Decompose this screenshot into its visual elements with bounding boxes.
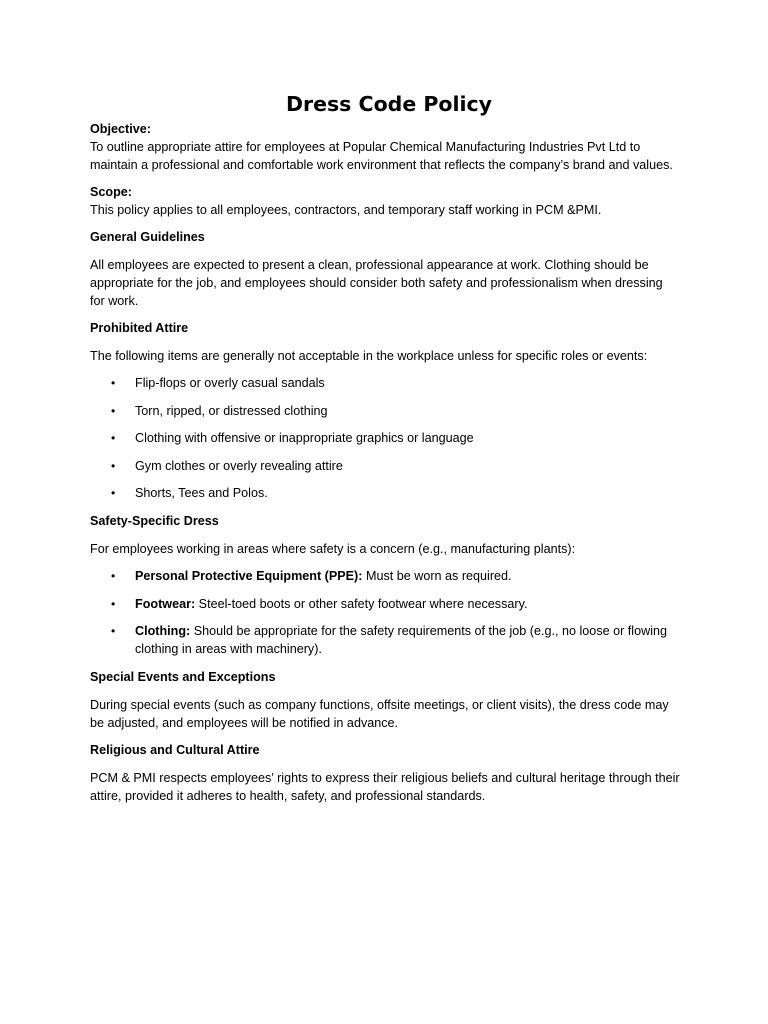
bullet-icon: • [111,376,116,390]
list-item-lead: Footwear: [135,596,196,611]
religious-cultural-text: PCM & PMI respects employees’ rights to express their religious beliefs and cultural heritage through their attire, provided it adheres to health, safety, and professional standards. [90,770,680,803]
document-page [90,90,680,814]
list-item-text: Must be worn as required. [362,568,512,583]
general-guidelines-text: All employees are expected to present a clean, professional appearance at work. Clothing should be appropriate for the job, and employees should consider both safety and professionalism when dressing for work. [90,258,663,308]
list-item [90,484,680,502]
spacer [90,174,680,183]
spacer [90,219,680,228]
page-title: Dress Code Policy [285,92,493,116]
bullet-icon: • [111,458,116,473]
general-guidelines-heading: General Guidelines [90,230,205,244]
bullet-icon: • [111,431,116,446]
list-item-text: Clothing with offensive or inappropriate graphics or language [135,431,474,446]
bullet-icon: • [111,568,116,583]
bullet-icon: • [111,624,116,639]
safety-specific-heading: Safety-Specific Dress [90,513,219,528]
prohibited-attire-list [90,374,680,502]
special-events-text: During special events (such as company functions, offsite meetings, or client visits), the dress code may be adjusted, and employees will be notified in advance. [90,697,669,730]
prohibited-attire-intro: The following items are generally not acceptable in the workplace unless for specific roles or events: [90,349,648,363]
list-item-text: Shorts, Tees and Polos. [135,486,268,501]
list-item [90,567,680,585]
list-item-lead: Personal Protective Equipment (PPE): [135,568,363,583]
list-item [90,429,680,447]
special-events-heading: Special Events and Exceptions [90,669,276,684]
list-item-text: Steel-toed boots or other safety footwear where necessary. [195,596,528,611]
safety-specific-intro: For employees working in areas where safety is a concern (e.g., manufacturing plants): [90,541,576,556]
objective-label: Objective: [90,122,151,136]
religious-cultural-heading: Religious and Cultural Attire [90,742,260,757]
scope-text: This policy applies to all employees, contractors, and temporary staff working in PCM &PMI. [90,203,602,217]
safety-specific-list [90,567,680,658]
list-item [90,374,680,392]
scope-label: Scope: [90,185,132,199]
bullet-icon: • [111,596,116,611]
list-item [90,402,680,420]
list-item [90,457,680,475]
list-item-text: Should be appropriate for the safety requirements of the job (e.g., no loose or flowing clothing in areas with machinery). [135,624,668,657]
list-item [90,595,680,613]
list-item-lead: Clothing: [135,624,191,639]
list-item-text: Gym clothes or overly revealing attire [135,458,343,473]
list-item [90,622,680,658]
bullet-icon: • [111,486,116,501]
prohibited-attire-heading: Prohibited Attire [90,321,189,335]
list-item-text: Torn, ripped, or distressed clothing [135,403,328,418]
objective-text: To outline appropriate attire for employees at Popular Chemical Manufacturing Industries Pvt Ltd to maintain a professional and comfortable work environment that reflects the company’s brand and values. [90,140,673,172]
list-item-text: Flip-flops or overly casual sandals [135,376,325,390]
bullet-icon: • [111,403,116,418]
